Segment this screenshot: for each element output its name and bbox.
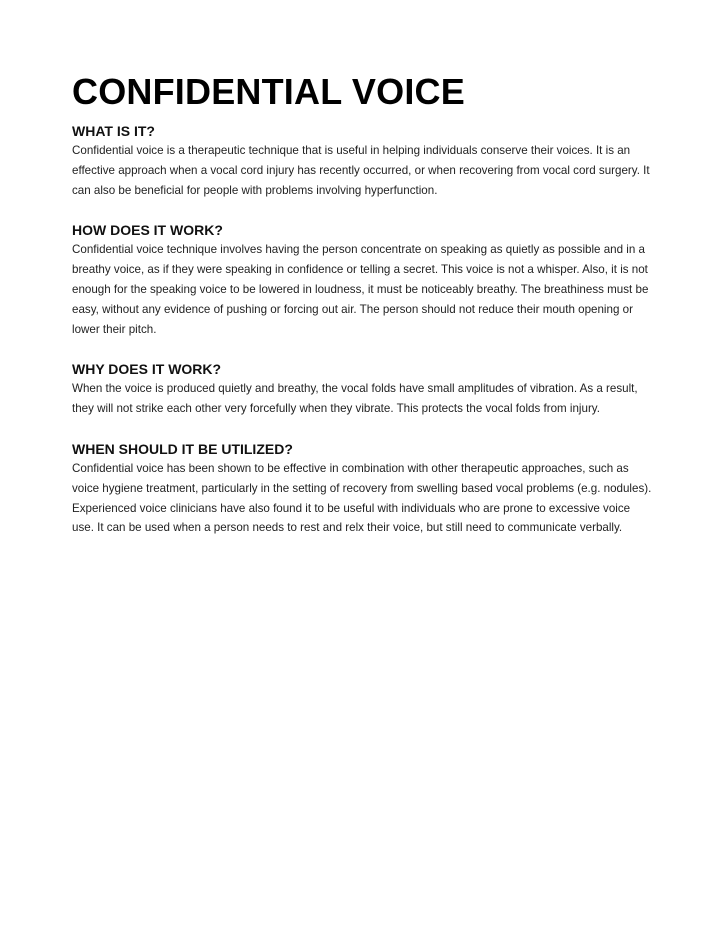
section-when-should-it-be-utilized (72, 440, 652, 538)
section-body: Confidential voice technique involves having the person concentrate on speaking as quietly as possible and in a breathy voice, as if they were speaking in confidence or telling a secret. This voice is not a whisper. Also, it is not enough for the speaking voice to be lowered in loudness, it must be noticeably breathy. The breathiness must be easy, without any evidence of pushing or forcing out air. The person should not reduce their mouth opening or lower their pitch. (72, 243, 649, 336)
section-heading: HOW DOES IT WORK? (72, 222, 223, 239)
document-title: CONFIDENTIAL VOICE (72, 71, 465, 112)
section-heading: WHAT IS IT? (72, 123, 155, 139)
section-why-does-it-work (72, 360, 652, 419)
section-body: When the voice is produced quietly and breathy, the vocal folds have small amplitudes of vibration. As a result, they will not strike each other very forcefully when they vibrate. This protects the vocal folds from injury. (72, 382, 638, 416)
section-how-does-it-work (72, 221, 652, 339)
section-heading: WHEN SHOULD IT BE UTILIZED? (72, 440, 293, 457)
section-body: Confidential voice is a therapeutic technique that is useful in helping individuals conserve their voices. It is an effective approach when a vocal cord injury has recently occurred, or when recovering from vocal cord surgery. It can also be beneficial for people with problems involving hyperfunction. (72, 144, 650, 197)
section-body: Confidential voice has been shown to be effective in combination with other therapeutic approaches, such as voice hygiene treatment, particularly in the setting of recovery from swelling based vocal problems (e.g. nodules). Experienced voice clinicians have also found it to be useful with individuals who are prone to excessive voice use. It can be used when a person needs to rest and relx their voice, but still need to communicate verbally. (72, 461, 652, 535)
document-page (72, 72, 652, 559)
section-what-is-it (72, 122, 652, 200)
section-heading: WHY DOES IT WORK? (72, 361, 222, 378)
